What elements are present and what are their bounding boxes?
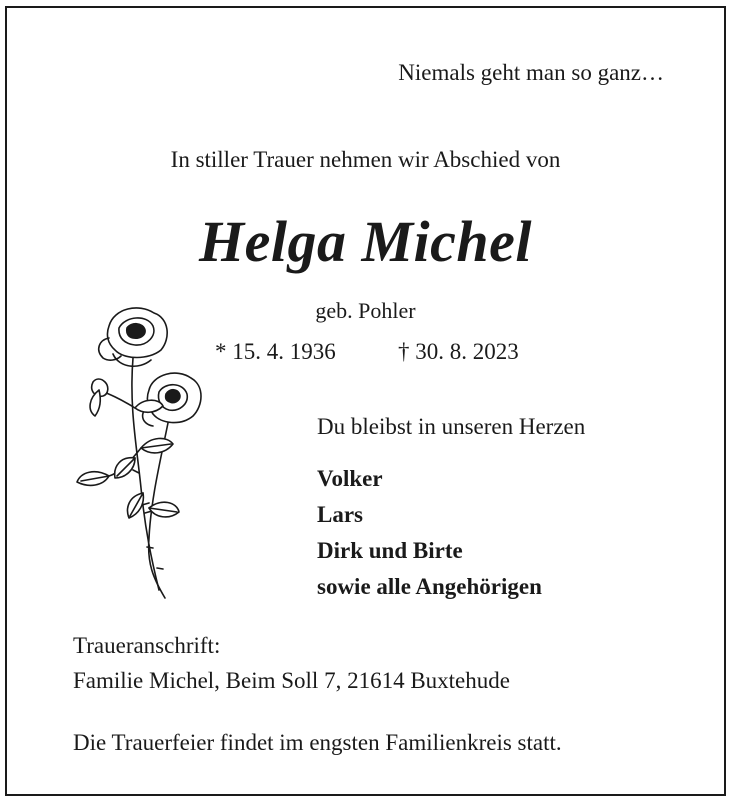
ceremony-note: Die Trauerfeier findet im engsten Familienkreis statt. (73, 730, 562, 755)
mourner-name: Volker (317, 466, 383, 491)
mourner-name: Lars (317, 502, 363, 527)
mourner-name: sowie alle Angehörigen (317, 574, 542, 599)
heart-line: Du bleibst in unseren Herzen (317, 414, 586, 439)
address: Familie Michel, Beim Soll 7, 21614 Buxtehude (73, 668, 510, 693)
address-label: Traueranschrift: (73, 633, 221, 658)
obituary-frame (5, 6, 726, 796)
deceased-name: Helga Michel (198, 209, 532, 274)
intro-line: In stiller Trauer nehmen wir Abschied von (170, 147, 561, 172)
motto: Niemals geht man so ganz… (398, 60, 664, 85)
birth-date: * 15. 4. 1936 (215, 339, 336, 364)
mourner-name: Dirk und Birte (317, 538, 463, 563)
mourners-list (317, 461, 542, 605)
rose-icon (69, 298, 209, 603)
death-date: † 30. 8. 2023 (398, 339, 519, 364)
birth-name: geb. Pohler (315, 298, 416, 323)
